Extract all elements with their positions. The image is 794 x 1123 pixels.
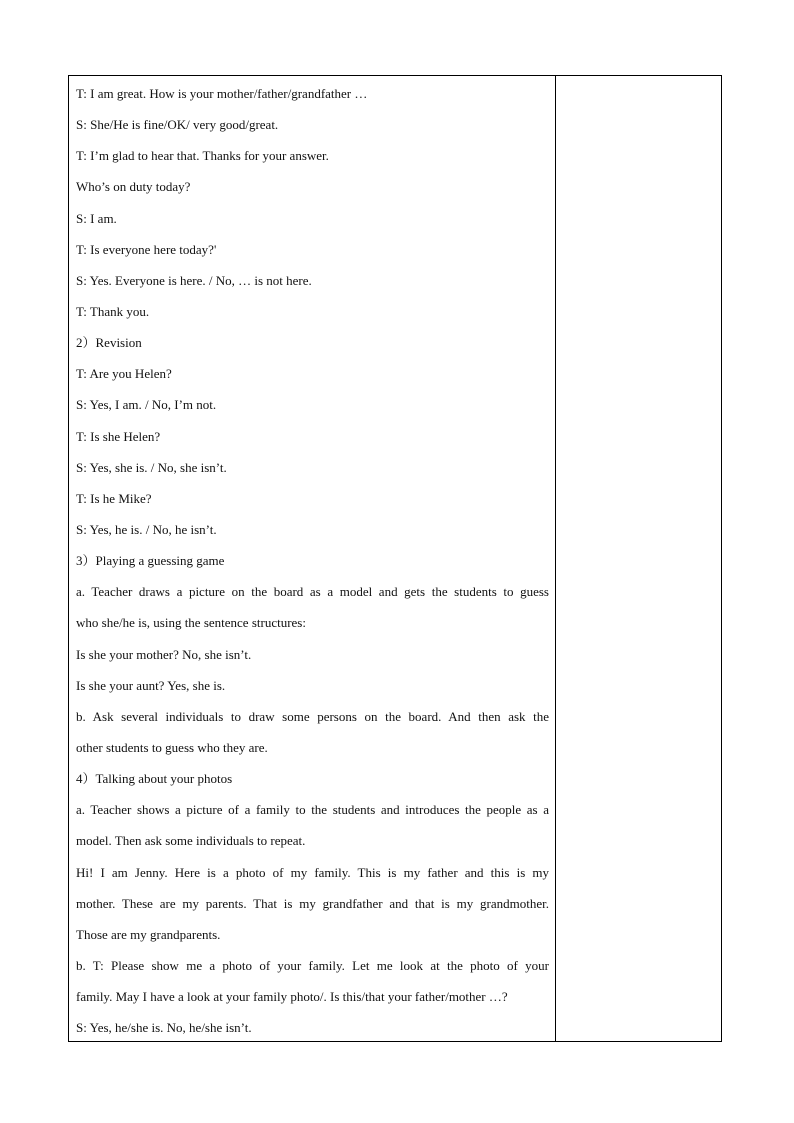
text-line: S: Yes, he/she is. No, he/she isn’t.	[76, 1020, 252, 1036]
text-line: model. Then ask some individuals to repeat.	[76, 833, 306, 849]
text-line: T: Is he Mike?	[76, 490, 152, 506]
text-line: T: I’m glad to hear that. Thanks for your answer.	[76, 148, 329, 164]
text-line: Who’s on duty today?	[76, 179, 191, 195]
text-line: T: Are you Helen?	[76, 366, 172, 382]
text-line: S: I am.	[76, 210, 117, 226]
section-heading: 3）Playing a guessing game	[76, 553, 225, 569]
text-line: T: Thank you.	[76, 303, 150, 319]
section-heading: 4）Talking about your photos	[76, 771, 233, 787]
text-line: b. T: Please show me a photo of your family. Let me look at the photo of your	[76, 957, 549, 973]
lesson-table	[68, 75, 722, 1042]
text-line: T: I am great. How is your mother/father/grandfather …	[76, 86, 368, 101]
text-line: S: Yes, I am. / No, I’m not.	[76, 397, 217, 413]
text-line: S: Yes, she is. / No, she isn’t.	[76, 459, 227, 475]
text-line: Hi! I am Jenny. Here is a photo of my family. This is my father and this is my	[76, 864, 549, 880]
text-line: family. May I have a look at your family photo/. Is this/that your father/mother …?	[76, 989, 508, 1005]
lesson-procedure-cell	[69, 78, 556, 1043]
text-line: other students to guess who they are.	[76, 739, 268, 755]
text-line: mother. These are my parents. That is my grandfather and that is my grandmother.	[76, 895, 549, 911]
text-line: a. Teacher shows a picture of a family to the students and introduces the people as a	[76, 802, 549, 818]
text-line: Is she your mother? No, she isn’t.	[76, 646, 252, 662]
text-line: S: Yes, he is. / No, he isn’t.	[76, 521, 217, 537]
section-heading: 2）Revision	[76, 335, 142, 351]
text-line: S: Yes. Everyone is here. / No, … is not here.	[76, 272, 312, 288]
text-line: T: Is everyone here today?'	[76, 241, 217, 257]
text-line: S: She/He is fine/OK/ very good/great.	[76, 117, 279, 133]
text-line: T: Is she Helen?	[76, 428, 161, 444]
notes-cell	[556, 76, 722, 1041]
text-line: Those are my grandparents.	[76, 926, 221, 942]
text-line: b. Ask several individuals to draw some persons on the board. And then ask the	[76, 708, 549, 724]
text-line: a. Teacher draws a picture on the board as a model and gets the students to guess	[76, 584, 549, 600]
text-line: Is she your aunt? Yes, she is.	[76, 677, 226, 693]
text-line: who she/he is, using the sentence structures:	[76, 615, 306, 631]
